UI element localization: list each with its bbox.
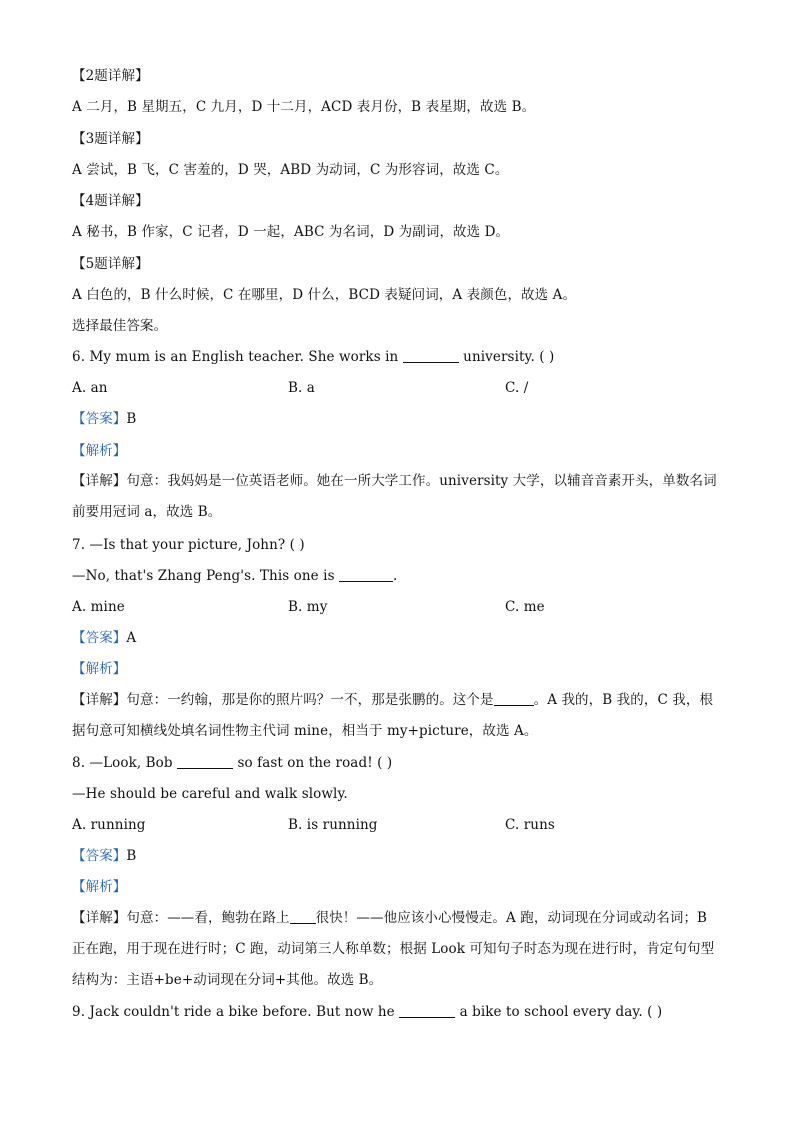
q8-stem-end: so fast on the road! ( ) [237, 755, 393, 771]
q6-blank [403, 348, 459, 363]
q8-stem [72, 754, 392, 772]
q6-detail-text: 句意：我妈妈是一位英语老师。她在一所大学工作。university 大学，以辅音音素开头，单数名词前要用冠词 a，故选 B。 [72, 473, 717, 520]
q5-explanation: A 白色的，B 什么时候，C 在哪里，D 什么，BCD 表疑问词，A 表颜色，故选 A。 [72, 287, 577, 303]
q6-detail [72, 466, 722, 528]
q7-option-a: A. mine [72, 599, 125, 615]
q8-detail-text-end: 很快！——他应该小心慢慢走。A 跑，动词现在分词或动名词；B 正在跑，用于现在进行时；C 跑，动词第三人称单数；根据 Look 可知句子时态为现在进行时，肯定句句型结构为：主语+be+动词现在分词+其他。故选 B。 [72, 910, 715, 988]
q5-header: 【5题详解】 [72, 256, 149, 272]
q6-stem-end: university. ( ) [463, 349, 555, 365]
q6-stem-start: 6. My mum is an English teacher. She works in [72, 349, 399, 365]
q7-analysis-tag: 【解析】 [72, 661, 127, 677]
q7-detail-blank [494, 691, 534, 706]
q7-detail-text-end: 。A 我的，B 我的，C 我，根据句意可知横线处填名词性物主代词 mine，相当于 my+picture，故选 A。 [72, 692, 714, 739]
q7-answer-value: A [126, 630, 137, 646]
q8-options [72, 816, 665, 834]
q6-stem [72, 348, 554, 366]
q8-detail-blank [290, 909, 316, 924]
q8-blank [177, 754, 233, 769]
q4-header: 【4题详解】 [72, 193, 149, 209]
q7-reply-end: . [393, 568, 398, 584]
q9-stem [72, 1003, 662, 1021]
q6-options [72, 379, 665, 397]
q8-stem-start: 8. —Look, Bob [72, 755, 173, 771]
q8-answer-tag: 【答案】 [72, 848, 127, 864]
q7-detail-text-start: 句意：一约翰，那是你的照片吗？一不，那是张鹏的。这个是 [126, 692, 494, 708]
q7-option-b: B. my [288, 599, 328, 615]
q6-answer [72, 410, 136, 428]
q8-option-c: C. runs [505, 817, 555, 833]
q8-option-b: B. is running [288, 817, 378, 833]
q7-blank [339, 567, 393, 582]
q6-option-a: A. an [72, 380, 108, 396]
q7-detail-tag: 【详解】 [72, 692, 127, 708]
q9-stem-end: a bike to school every day. ( ) [459, 1004, 663, 1020]
q6-option-b: B. a [288, 380, 315, 396]
q8-reply: —He should be careful and walk slowly. [72, 786, 348, 802]
q6-detail-tag: 【详解】 [72, 473, 127, 489]
q2-explanation: A 二月，B 星期五，C 九月，D 十二月，ACD 表月份，B 表星期，故选 B。 [72, 99, 536, 115]
q2-header: 【2题详解】 [72, 68, 149, 84]
q8-detail-text-start: 句意：——看，鲍勃在路上 [126, 910, 290, 926]
q7-detail [72, 685, 722, 747]
q8-option-a: A. running [72, 817, 146, 833]
q6-answer-value: B [126, 411, 137, 427]
q7-stem: 7. —Is that your picture, John? ( ) [72, 537, 305, 553]
q4-explanation: A 秘书，B 作家，C 记者，D 一起，ABC 为名词，D 为副词，故选 D。 [72, 224, 510, 240]
q8-answer [72, 847, 136, 865]
q7-option-c: C. me [505, 599, 545, 615]
q7-answer-tag: 【答案】 [72, 630, 127, 646]
instruction-text: 选择最佳答案。 [72, 318, 168, 334]
q3-explanation: A 尝试，B 飞，C 害羞的，D 哭，ABD 为动词，C 为形容词，故选 C。 [72, 162, 509, 178]
q7-reply [72, 567, 397, 585]
q7-options [72, 598, 665, 616]
q6-analysis-tag: 【解析】 [72, 443, 127, 459]
q8-detail [72, 903, 722, 996]
q9-stem-start: 9. Jack couldn't ride a bike before. But now he [72, 1004, 395, 1020]
q3-header: 【3题详解】 [72, 131, 149, 147]
q7-reply-start: —No, that's Zhang Peng's. This one is [72, 568, 335, 584]
q9-blank [399, 1003, 455, 1018]
q8-detail-tag: 【详解】 [72, 910, 127, 926]
q8-analysis-tag: 【解析】 [72, 879, 127, 895]
q6-option-c: C. / [505, 380, 529, 396]
q6-answer-tag: 【答案】 [72, 411, 127, 427]
q8-answer-value: B [126, 848, 137, 864]
q7-answer [72, 629, 136, 647]
